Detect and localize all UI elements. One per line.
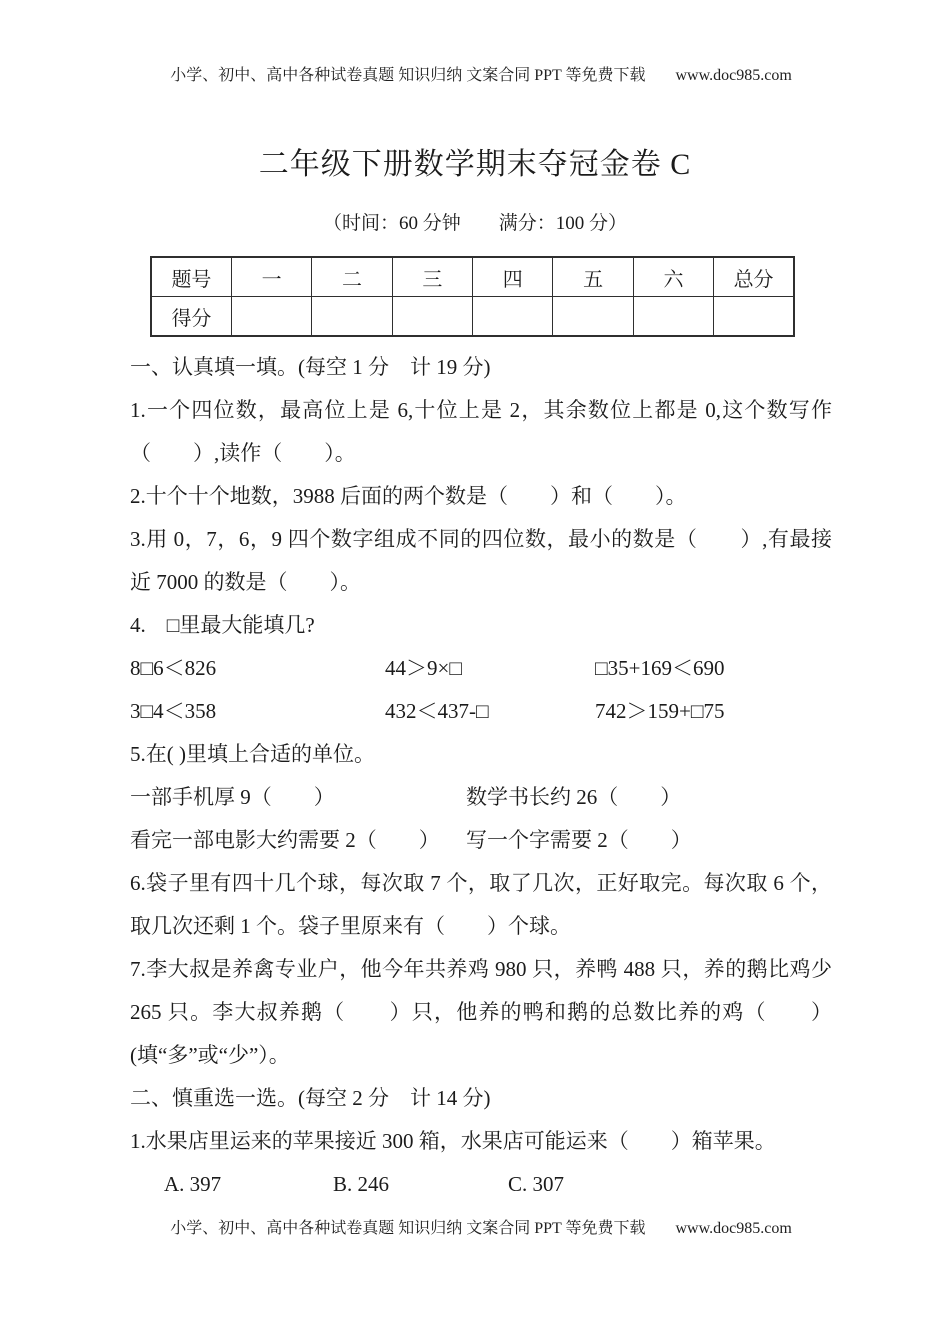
section1-question-2: 2.十个十个地数，3988 后面的两个数是（ ）和（ ）。 [130,484,687,508]
score-table-header-cell: 题号 [151,257,231,297]
section1-question-6: 6.袋子里有四十几个球，每次取 7 个，取了几次，正好取完。每次取 6 个，取几次还剩 1 个。袋子里原来有（ ）个球。 [130,871,832,938]
question-5-units-row-1 [130,776,832,819]
score-cell [633,297,713,337]
q5-item-3: 看完一部电影大约需要 2（ ） [130,828,440,852]
header-promo-text: 小学、初中、高中各种试卷真题 知识归纳 文案合同 PPT 等免费下载 [170,67,646,84]
question-4-expressions-row-1 [130,647,832,690]
q4-expression-2: 44＞9×□ [385,656,463,680]
section2-question-1: 1.水果店里运来的苹果接近 300 箱，水果店可能运来（ ）箱苹果。 [130,1129,776,1153]
header-site-url: www.doc985.com [675,67,792,84]
section1-question-7: 7.李大叔是养禽专业户，他今年共养鸡 980 只，养鸭 488 只，养的鹅比鸡少 265 只。李大叔养鹅（ ）只，他养的鸭和鹅的总数比养的鸡（ ）(填“多”或“少”）。 [130,957,832,1067]
q5-item-4: 写一个字需要 2（ ） [466,828,692,852]
doc-footer [130,1215,832,1238]
score-table-header-cell: 二 [312,257,392,297]
option-c: C. 307 [508,1172,565,1196]
section1-question-1: 1.一个四位数，最高位上是 6,十位上是 2，其余数位上都是 0,这个数写作（ ）,读作（ ）。 [130,398,832,465]
q4-expression-3: □35+169＜690 [595,656,725,680]
score-table-header-cell: 一 [231,257,311,297]
score-table-header-cell: 六 [633,257,713,297]
section1-question-5-prompt: 5.在( )里填上合适的单位。 [130,742,375,766]
q5-item-1: 一部手机厚 9（ ） [130,785,335,809]
exam-subtitle: （时间：60 分钟 满分：100 分） [322,213,627,234]
score-table-header-row [151,257,794,297]
score-table-header-cell: 三 [392,257,472,297]
footer-promo-text: 小学、初中、高中各种试卷真题 知识归纳 文案合同 PPT 等免费下载 [170,1220,646,1237]
score-row-label: 得分 [151,297,231,337]
score-cell [312,297,392,337]
section2-question-1-options [130,1163,832,1206]
question-5-units-row-2 [130,819,832,862]
score-table [150,256,795,337]
option-b: B. 246 [333,1172,390,1196]
exam-body [130,346,832,1206]
q5-item-2: 数学书长约 26（ ） [466,785,682,809]
q4-expression-4: 3□4＜358 [130,699,217,723]
score-cell [473,297,553,337]
score-cell [392,297,472,337]
score-table-header-cell: 总分 [714,257,794,297]
score-cell [553,297,633,337]
q4-expression-5: 432＜437-□ [385,699,489,723]
q4-expression-1: 8□6＜826 [130,656,217,680]
score-cell [231,297,311,337]
q4-expression-6: 742＞159+□75 [595,699,725,723]
section1-question-3: 3.用 0，7，6，9 四个数字组成不同的四位数，最小的数是（ ）,有最接近 7000 的数是（ ）。 [130,527,832,594]
exam-title: 二年级下册数学期末夺冠金卷 C [258,148,692,181]
section2-heading: 二、慎重选一选。(每空 2 分 计 14 分) [130,1086,491,1110]
score-cell [714,297,794,337]
score-table-header-cell: 五 [553,257,633,297]
doc-header [130,0,832,85]
option-a: A. 397 [164,1172,222,1196]
footer-site-url: www.doc985.com [675,1220,792,1237]
question-4-expressions-row-2 [130,690,832,733]
score-table-header-cell: 四 [473,257,553,297]
section1-heading: 一、认真填一填。(每空 1 分 计 19 分) [130,355,491,379]
score-table-score-row [151,297,794,337]
section1-question-4-prompt: 4. □里最大能填几? [130,613,315,637]
